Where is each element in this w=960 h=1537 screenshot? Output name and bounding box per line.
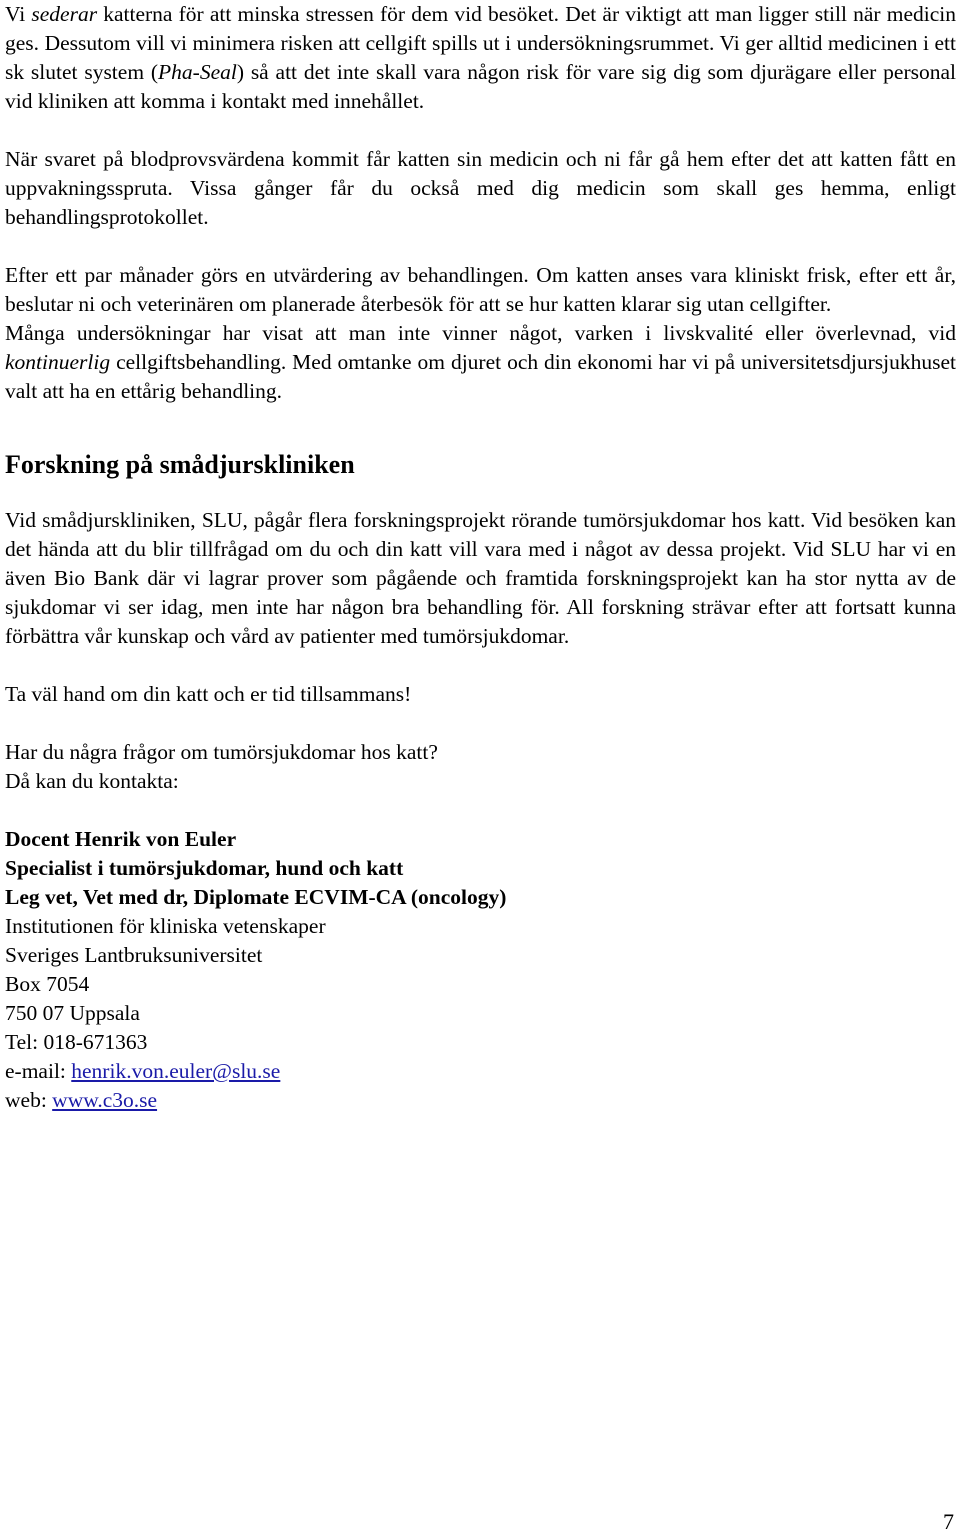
paragraph-evaluation: Efter ett par månader görs en utvärdering av behandlingen. Om katten anses vara kliniskt frisk, efter ett år, beslutar ni och veterinären om planerade återbesök för att se hur katten klarar sig utan cellgifter. [5, 263, 956, 316]
text-run: cellgiftsbehandling. Med omtanke om djuret och din ekonomi har vi på universitetsdjursjukhuset valt att ha en ettårig behandling. [5, 350, 956, 403]
paragraph-closing: Ta väl hand om din katt och er tid tillsammans! [5, 682, 412, 706]
emphasis-kontinuerlig: kontinuerlig [5, 350, 111, 374]
text-run: Många undersökningar har visat att man inte vinner något, varken i livskvalité eller överlevnad, vid [5, 321, 956, 345]
text-run: katterna för att minska stressen för dem vid besöket. Det är viktigt att man ligger still när medicin ges. Dessutom vill vi minimera risken att cellgift spills ut i undersökningsrummet. Vi ger alltid medicinen i ett sk slutet system ( [5, 2, 956, 84]
contact-web-row [5, 1086, 956, 1115]
web-link[interactable]: www.c3o.se [52, 1088, 158, 1112]
contact-department: Institutionen för kliniska vetenskaper [5, 914, 326, 938]
contact-degrees: Leg vet, Vet med dr, Diplomate ECVIM-CA (oncology) [5, 885, 507, 909]
contact-university: Sveriges Lantbruksuniversitet [5, 943, 263, 967]
email-label: e-mail: [5, 1059, 72, 1083]
page-number: 7 [943, 1509, 954, 1534]
contact-title: Specialist i tumörsjukdomar, hund och katt [5, 856, 404, 880]
paragraph-blood-results: När svaret på blodprovsvärdena kommit får katten sin medicin och ni får gå hem efter det att katten fått en uppvakningsspruta. Vissa gånger får du också med dig medicin som skall ges hemma, enligt behandlingsprotokollet. [5, 147, 956, 229]
questions-line: Har du några frågor om tumörsjukdomar hos katt? [5, 740, 438, 764]
contact-name: Docent Henrik von Euler [5, 827, 237, 851]
text-run: Vi [5, 2, 32, 26]
emphasis-pha-seal: Pha-Seal [158, 60, 237, 84]
contact-box: Box 7054 [5, 972, 90, 996]
document-page [5, 0, 956, 1115]
paragraph-questions [5, 738, 956, 796]
paragraph-sedation [5, 0, 956, 116]
contact-phone: Tel: 018-671363 [5, 1030, 148, 1054]
section-heading: Forskning på smådjurskliniken [5, 450, 355, 479]
text-run: ) så att det inte skall vara någon risk för vare sig dig som djurägare eller personal vid kliniken att komma i kontakt med innehållet. [5, 60, 956, 113]
contact-city: 750 07 Uppsala [5, 1001, 140, 1025]
emphasis-sederar: sederar [31, 2, 98, 26]
contact-email-row [5, 1057, 956, 1086]
contact-intro-line: Då kan du kontakta: [5, 769, 179, 793]
paragraph-studies [5, 319, 956, 406]
contact-block [5, 825, 956, 1115]
email-link[interactable]: henrik.von.euler@slu.se [71, 1059, 281, 1083]
paragraph-research: Vid smådjurskliniken, SLU, pågår flera forskningsprojekt rörande tumörsjukdomar hos katt. Vid besöken kan det hända att du blir tillfrågad om du och din katt vill vara med i något av dessa projekt. Vid SLU har vi en även Bio Bank där vi lagrar prover som pågående och framtida forskningsprojekt kan ha stor nytta av de sjukdomar vi ser idag, men inte har någon bra behandling för. All forskning strävar efter att fortsatt kunna förbättra vår kunskap och vård av patienter med tumörsjukdomar. [5, 508, 956, 648]
web-label: web: [5, 1088, 53, 1112]
